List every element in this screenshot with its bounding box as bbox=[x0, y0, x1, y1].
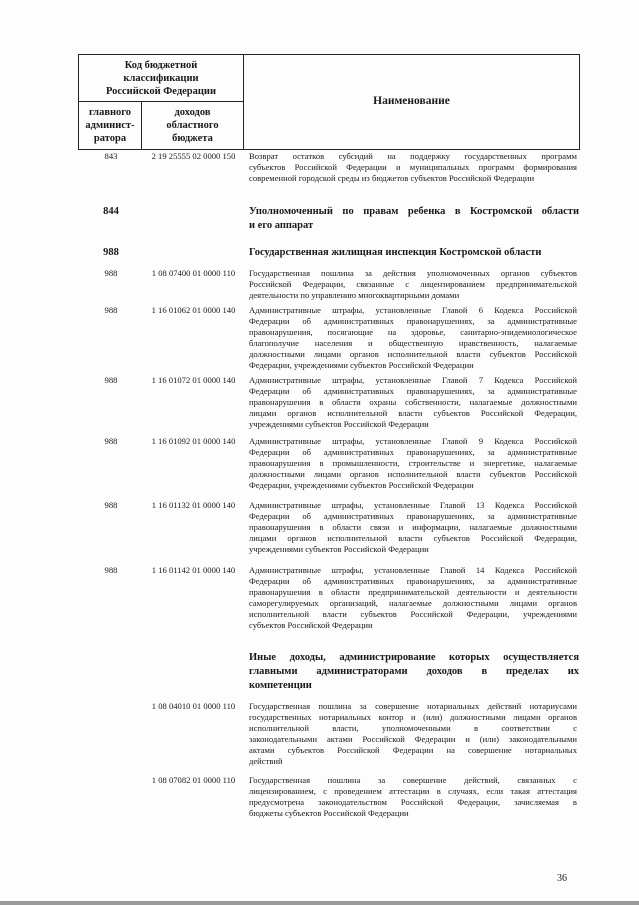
row-description: Государственная пошлина за действия уполномоченных органов субъектов Российской Федерации, связанные с лицензированием предпринимательской деятельности по управлению многоквартирными домами bbox=[249, 268, 577, 300]
row-description: Государственная пошлина за совершение действий, связанных с лицензированием, с проведением аттестации в случаях, если такая аттестация предусмотрена законодательством Российской Федерации, зачисляемая в бюджеты субъектов Российской Федерации bbox=[249, 775, 577, 818]
row-income-code: 1 16 01062 01 0000 140 bbox=[151, 305, 236, 315]
scan-bottom-edge bbox=[0, 901, 639, 905]
row-description: Возврат остатков субсидий на поддержку государственных программ субъектов Российской Федерации и муниципальных программ формирования современной городской среды из бюджетов субъектов Российской Федерации bbox=[249, 151, 577, 183]
row-admin-code: 988 bbox=[104, 436, 118, 446]
row-admin-code: 988 bbox=[104, 565, 118, 575]
row-admin-code: 843 bbox=[104, 151, 118, 161]
row-admin-code: 988 bbox=[104, 268, 118, 278]
section-title: Иные доходы, администрирование которых осуществляется главными администраторами доходов в пределах их компетенции bbox=[249, 652, 579, 691]
row-income-code: 1 08 04010 01 0000 110 bbox=[151, 701, 236, 711]
row-income-code: 1 08 07400 01 0000 110 bbox=[151, 268, 236, 278]
row-income-code: 1 16 01092 01 0000 140 bbox=[151, 436, 236, 446]
section-admin-code: 844 bbox=[103, 206, 119, 217]
row-description: Государственная пошлина за совершение нотариальных действий нотариусами государственных нотариальных контор и (или) должностными лицами органов исполнительной власти, уполномоченными в соответствии с законодательными актами Российской Федерации и (или) законодательными актами субъектов Российской Федерации на совершение нотариальных действий bbox=[249, 701, 577, 766]
row-description: Административные штрафы, установленные Главой 13 Кодекса Российской Федерации об административных правонарушениях, за административные правонарушения в области связи и информации, налагаемые должностными лицами органов исполнительной власти субъектов Российской Федерации, учреждениями субъектов Российской Федерации bbox=[249, 500, 577, 554]
row-admin-code: 988 bbox=[104, 305, 118, 315]
section-title: Уполномоченный по правам ребенка в Костромской области и его аппарат bbox=[249, 206, 579, 231]
header-col-income: доходов областного бюджета bbox=[166, 107, 219, 144]
row-income-code: 1 16 01072 01 0000 140 bbox=[151, 375, 236, 385]
row-description: Административные штрафы, установленные Главой 6 Кодекса Российской Федерации об административных правонарушениях, за административные правонарушения, посягающие на здоровье, санитарно-эпидемиологическое благополучие населения и общественную нравственность, налагаемые должностными лицами органов исполнительной власти субъектов Российской Федерации, учреждениями субъектов Российской Федерации bbox=[249, 305, 577, 370]
row-admin-code: 988 bbox=[104, 500, 118, 510]
row-income-code: 1 16 01132 01 0000 140 bbox=[151, 500, 236, 510]
header-col-main-admin: главного админист- ратора bbox=[85, 107, 135, 144]
header-code-group: Код бюджетной классификации Российской Федерации bbox=[105, 60, 217, 97]
header-col-name: Наименование bbox=[373, 95, 450, 107]
row-income-code: 1 08 07082 01 0000 110 bbox=[151, 775, 236, 785]
row-income-code: 1 16 01142 01 0000 140 bbox=[151, 565, 236, 575]
row-income-code: 2 19 25555 02 0000 150 bbox=[151, 151, 236, 161]
page-number: 36 bbox=[557, 873, 567, 884]
row-admin-code: 988 bbox=[104, 375, 118, 385]
row-description: Административные штрафы, установленные Главой 9 Кодекса Российской Федерации об административных правонарушениях, за административные правонарушения в промышленности, строительстве и энергетике, налагаемые должностными лицами органов исполнительной власти субъектов Российской Федерации, учреждениями субъектов Российской Федерации bbox=[249, 436, 577, 490]
table-header bbox=[78, 54, 580, 150]
section-admin-code: 988 bbox=[103, 247, 119, 258]
section-title: Государственная жилищная инспекция Костромской области bbox=[249, 247, 542, 258]
row-description: Административные штрафы, установленные Главой 7 Кодекса Российской Федерации об административных правонарушениях, за административные правонарушения в области охраны собственности, налагаемые должностными лицами органов исполнительной власти субъектов Российской Федерации, учреждениями субъектов Российской Федерации bbox=[249, 375, 577, 429]
row-description: Административные штрафы, установленные Главой 14 Кодекса Российской Федерации об административных правонарушениях, за административные правонарушения в области предпринимательской деятельности и деятельности саморегулируемых организаций, налагаемые должностными лицами органов исполнительной власти субъектов Российской Федерации, учреждениями субъектов Российской Федерации bbox=[249, 565, 577, 630]
